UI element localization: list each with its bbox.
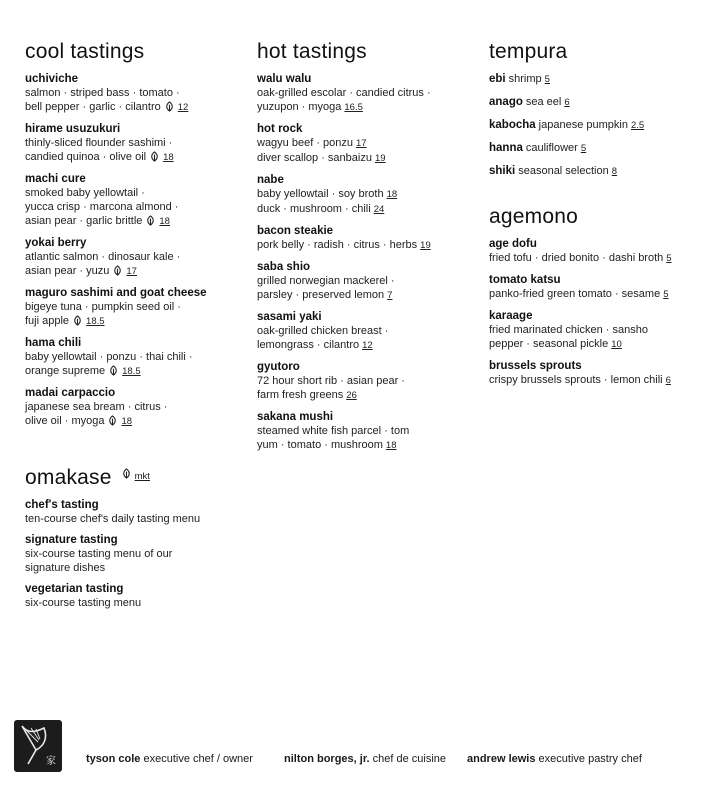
item-price: 16.5 — [344, 102, 363, 113]
leaf-icon — [145, 215, 156, 226]
leaf-icon — [108, 365, 119, 376]
logo-character: 家 — [46, 756, 56, 767]
item-desc: sea eel — [525, 96, 562, 108]
menu-item-hot-rock — [257, 122, 467, 166]
item-price: 18 — [163, 152, 174, 163]
item-desc: crispy brussels sprouts · lemon chili — [489, 374, 663, 386]
item-desc: bell pepper · garlic · cilantro — [25, 101, 161, 113]
item-name: hot rock — [257, 123, 303, 135]
item-desc: seasonal selection — [518, 165, 609, 177]
menu-item-brussels-sprouts — [489, 359, 694, 388]
item-desc: fuji apple — [25, 315, 70, 327]
credit-role: executive chef / owner — [143, 753, 253, 765]
menu-item-hanna — [489, 141, 694, 156]
item-desc: oak-grilled chicken breast · — [257, 325, 389, 337]
menu-item-sasami-yaki — [257, 310, 467, 353]
menu-item-hama-chili — [25, 336, 235, 379]
item-name: kabocha — [489, 119, 536, 131]
item-desc: farm fresh greens — [257, 389, 344, 401]
credit-chef-de-cuisine — [284, 753, 446, 765]
item-desc: ten-course chef's daily tasting menu — [25, 513, 201, 525]
item-desc: japanese pumpkin — [538, 119, 628, 131]
menu-item-chefs-tasting — [25, 498, 255, 526]
item-name: hanna — [489, 142, 523, 154]
item-desc: cauliflower — [525, 142, 578, 154]
item-desc: orange supreme — [25, 365, 106, 377]
item-name: vegetarian tasting — [25, 583, 124, 595]
item-price: 5 — [544, 74, 550, 85]
item-price: 12 — [177, 102, 189, 113]
item-price: 6 — [665, 375, 671, 386]
section-title-tempura: tempura — [489, 40, 568, 63]
item-name: uchiviche — [25, 73, 79, 85]
item-name: bacon steakie — [257, 225, 334, 237]
item-desc: parsley · preserved lemon — [257, 289, 385, 301]
item-price: 5 — [663, 289, 669, 300]
item-price: 19 — [374, 153, 386, 164]
tempura-agemono-column — [489, 40, 694, 395]
item-desc: wagyu beef · ponzu — [257, 137, 354, 149]
item-desc: fried marinated chicken · sansho — [489, 324, 648, 336]
item-name: shiki — [489, 165, 516, 177]
credit-pastry-chef — [467, 753, 642, 765]
menu-item-vegetarian-tasting — [25, 582, 255, 610]
menu-item-hirame-usuzukuri — [25, 122, 235, 165]
item-name: anago — [489, 96, 523, 108]
item-desc: yum · tomato · mushroom — [257, 439, 383, 451]
item-name: nabe — [257, 174, 284, 186]
item-price: 18 — [159, 216, 170, 227]
item-desc: steamed white fish parcel · tom — [257, 425, 410, 437]
item-desc: salmon · striped bass · tomato · — [25, 87, 180, 99]
leaf-icon — [72, 315, 83, 326]
section-title-cool-tastings: cool tastings — [25, 40, 145, 63]
omakase-header — [25, 466, 255, 498]
item-name: hirame usuzukuri — [25, 123, 121, 135]
item-name: sakana mushi — [257, 411, 334, 423]
menu-item-machi-cure — [25, 172, 235, 229]
item-name: sasami yaki — [257, 311, 322, 323]
item-name: madai carpaccio — [25, 387, 116, 399]
credit-name: tyson cole — [86, 753, 141, 765]
menu-item-shiki — [489, 164, 694, 179]
item-name: ebi — [489, 73, 506, 85]
item-desc: shrimp — [508, 73, 542, 85]
item-price: 18 — [121, 416, 133, 427]
menu-item-saba-shio — [257, 260, 467, 303]
cool-tastings-column — [25, 40, 235, 436]
credit-executive-chef — [86, 753, 253, 765]
item-desc: grilled norwegian mackerel · — [257, 275, 395, 287]
item-desc: yuzupon · myoga — [257, 101, 342, 113]
item-desc: 72 hour short rib · asian pear · — [257, 375, 405, 387]
item-price: 24 — [373, 204, 385, 215]
item-price: 18 — [385, 440, 397, 451]
omakase-section — [25, 466, 255, 617]
item-price: 18 — [386, 189, 398, 200]
item-desc: baby yellowtail · soy broth — [257, 188, 384, 200]
item-desc: pepper · seasonal pickle — [489, 338, 609, 350]
menu-item-age-dofu — [489, 237, 694, 266]
leaf-icon — [112, 265, 123, 276]
menu-item-anago — [489, 95, 694, 110]
item-price: 8 — [611, 166, 618, 177]
item-name: saba shio — [257, 261, 311, 273]
menu-item-uchiviche — [25, 72, 235, 115]
item-name: karaage — [489, 310, 533, 322]
hot-tastings-column — [257, 40, 467, 460]
credit-name: andrew lewis — [467, 753, 536, 765]
item-desc: olive oil · myoga — [25, 415, 105, 427]
item-desc: diver scallop · sanbaizu — [257, 152, 372, 164]
menu-item-tomato-katsu — [489, 273, 694, 302]
leaf-icon — [149, 151, 160, 162]
menu-item-maguro-sashimi — [25, 286, 235, 329]
item-name: signature tasting — [25, 534, 118, 546]
item-desc: baby yellowtail · ponzu · thai chili · — [25, 351, 193, 363]
menu-item-bacon-steakie — [257, 224, 467, 253]
item-desc: six-course tasting menu of our — [25, 548, 173, 560]
item-price: 19 — [420, 240, 431, 251]
item-desc: atlantic salmon · dinosaur kale · — [25, 251, 181, 263]
menu-item-karaage — [489, 309, 694, 352]
menu-item-walu-walu — [257, 72, 467, 115]
item-name: brussels sprouts — [489, 360, 582, 372]
item-price: 10 — [611, 339, 622, 350]
item-desc: panko-fried green tomato · sesame — [489, 288, 661, 300]
item-desc: signature dishes — [25, 562, 106, 574]
item-price: 26 — [346, 390, 357, 401]
leaf-icon — [121, 468, 132, 479]
item-price: 2.5 — [630, 120, 645, 131]
menu-item-nabe — [257, 173, 467, 217]
footer — [0, 720, 702, 780]
item-price: 17 — [356, 138, 367, 149]
menu-item-madai-carpaccio — [25, 386, 235, 429]
leaf-icon — [107, 415, 118, 426]
credit-role: chef de cuisine — [372, 753, 447, 765]
item-name: machi cure — [25, 173, 86, 185]
item-price: 17 — [126, 266, 137, 277]
item-desc: pork belly · radish · citrus · herbs — [257, 239, 418, 251]
item-desc: six-course tasting menu — [25, 597, 142, 609]
ginkgo-leaf-logo — [14, 720, 62, 772]
item-name: age dofu — [489, 238, 537, 250]
menu-item-signature-tasting — [25, 533, 255, 575]
item-name: chef's tasting — [25, 499, 99, 511]
menu-item-kabocha — [489, 118, 694, 133]
item-price: 18.5 — [86, 316, 105, 327]
item-price: 18.5 — [122, 366, 141, 377]
leaf-icon — [164, 101, 175, 112]
section-title-hot-tastings: hot tastings — [257, 40, 367, 63]
menu-item-yokai-berry — [25, 236, 235, 279]
item-desc: bigeye tuna · pumpkin seed oil · — [25, 301, 181, 313]
section-title-agemono: agemono — [489, 205, 578, 228]
item-desc: lemongrass · cilantro — [257, 339, 360, 351]
item-desc: smoked baby yellowtail · — [25, 187, 145, 199]
item-name: tomato katsu — [489, 274, 561, 286]
item-desc: fried tofu · dried bonito · dashi broth — [489, 252, 664, 264]
menu-item-gyutoro — [257, 360, 467, 403]
menu-item-sakana-mushi — [257, 410, 467, 453]
item-price: 5 — [666, 253, 672, 264]
item-price: 7 — [387, 290, 393, 301]
item-desc: asian pear · garlic brittle — [25, 215, 143, 227]
item-desc: oak-grilled escolar · candied citrus · — [257, 87, 431, 99]
menu-item-ebi — [489, 72, 694, 87]
item-name: walu walu — [257, 73, 312, 85]
item-name: maguro sashimi and goat cheese — [25, 287, 207, 299]
item-desc: thinly-sliced flounder sashimi · — [25, 137, 173, 149]
item-price: 5 — [580, 143, 587, 154]
item-price: 6 — [564, 97, 570, 108]
item-desc: candied quinoa · olive oil — [25, 151, 147, 163]
item-name: gyutoro — [257, 361, 300, 373]
item-price: 12 — [362, 340, 373, 351]
item-desc: japanese sea bream · citrus · — [25, 401, 168, 413]
credit-role: executive pastry chef — [538, 753, 642, 765]
market-price: mkt — [134, 471, 150, 482]
section-title-omakase: omakase — [25, 466, 112, 489]
item-desc: yucca crisp · marcona almond · — [25, 201, 179, 213]
item-name: hama chili — [25, 337, 82, 349]
item-name: yokai berry — [25, 237, 87, 249]
item-desc: asian pear · yuzu — [25, 265, 110, 277]
credit-name: nilton borges, jr. — [284, 753, 370, 765]
item-desc: duck · mushroom · chili — [257, 203, 371, 215]
